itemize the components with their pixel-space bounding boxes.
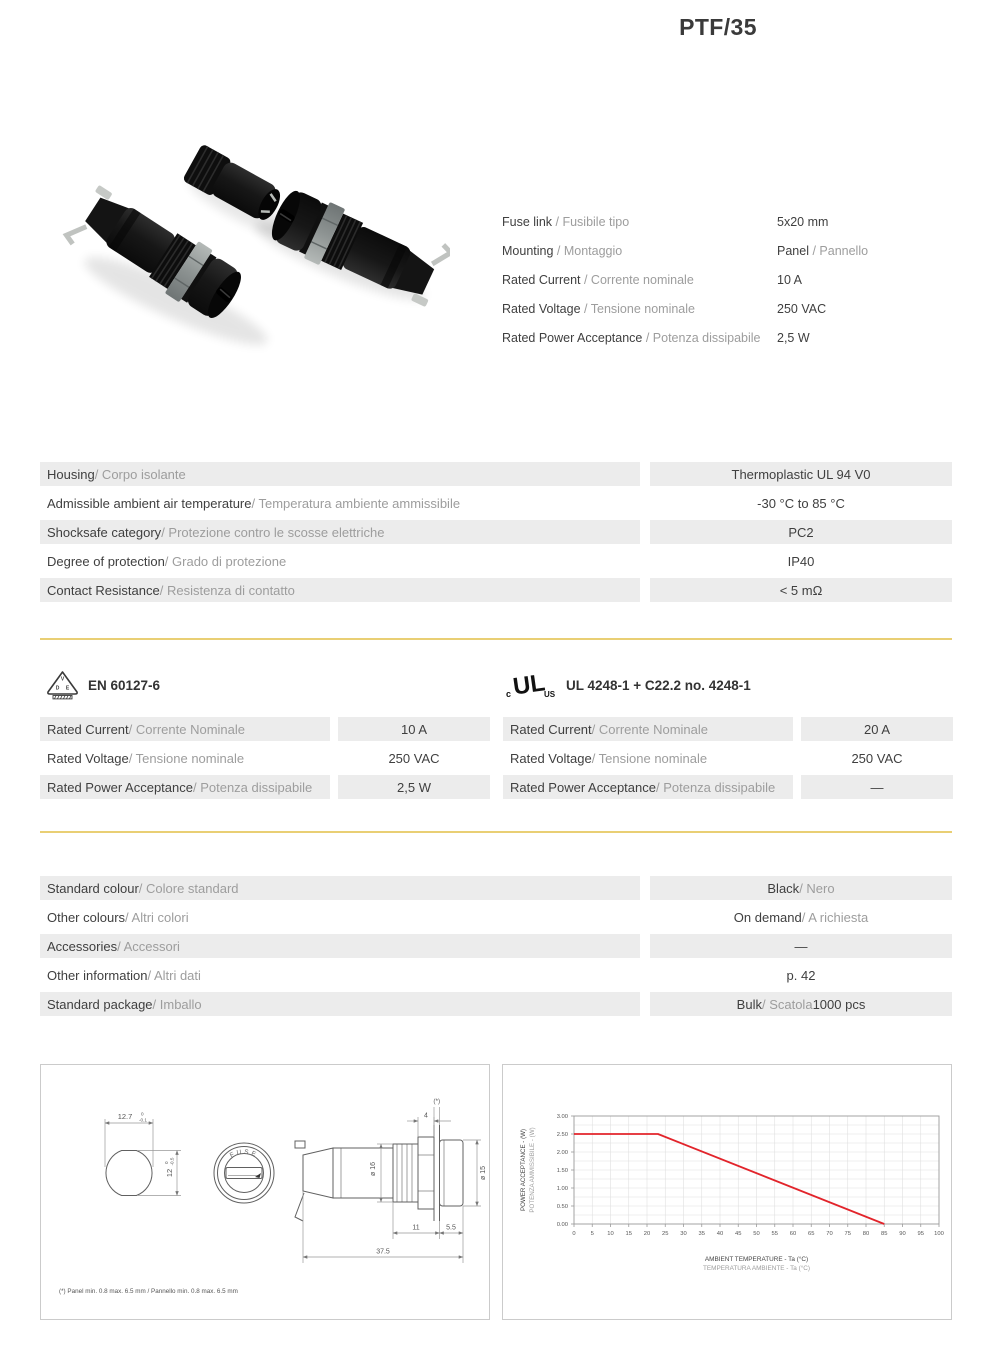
drawing-note <box>59 1288 238 1295</box>
row-label <box>40 992 640 1016</box>
label-it: / Corrente Nominale <box>591 721 708 737</box>
value-it: / Nero <box>799 880 835 896</box>
label-en: Mounting <box>502 243 554 258</box>
label-en: Rated Power Acceptance <box>47 779 193 795</box>
dim-cutout-height-tol-top: 0 <box>164 1161 169 1164</box>
y-tick-label: 1.00 <box>556 1186 568 1192</box>
table-row <box>40 717 490 741</box>
row-value <box>650 520 952 544</box>
spec-list <box>502 207 957 352</box>
label-en: Rated Current <box>47 721 129 737</box>
label-en: Contact Resistance <box>47 582 160 598</box>
dim-cutout-width-tol-top: 0 <box>141 1111 144 1117</box>
row-value <box>338 746 490 770</box>
dim-thread-dia: ø 16 <box>370 1161 377 1177</box>
row-label <box>40 934 640 958</box>
table-row <box>40 520 952 544</box>
vde-triangle-icon <box>46 670 79 700</box>
value-it: / Pannello <box>808 243 869 258</box>
dim-head-length: 5.5 <box>446 1224 456 1232</box>
ordering-info-table <box>40 876 952 1016</box>
value: 10 A <box>777 272 803 287</box>
label-en: Admissible ambient air temperature <box>47 495 252 511</box>
label-en: Other colours <box>47 909 126 925</box>
table-row <box>40 462 952 486</box>
row-label <box>40 963 640 987</box>
cert-section-ul <box>505 668 751 702</box>
page-title: PTF/35 <box>679 14 757 40</box>
spec-row <box>502 294 957 323</box>
x-tick-label: 30 <box>680 1231 687 1237</box>
note-separator: / <box>145 1288 152 1295</box>
value-en: Black <box>767 880 800 896</box>
label-it: / Fusibile tipo <box>552 214 630 229</box>
x-tick-label: 55 <box>771 1231 778 1237</box>
label-en: Rated Current <box>510 721 592 737</box>
value-suffix: 1000 pcs <box>812 996 866 1012</box>
value: < 5 mΩ <box>779 582 823 598</box>
value: PC2 <box>788 524 814 540</box>
x-tick-label: 80 <box>862 1231 870 1237</box>
table-row <box>40 992 952 1016</box>
value-it: / Scatola <box>761 996 813 1012</box>
value: — <box>794 938 808 954</box>
dim-total-length: 37.5 <box>376 1248 390 1256</box>
label-en: Other information <box>47 967 148 983</box>
row-label <box>503 717 793 741</box>
cul-us-icon <box>505 669 557 701</box>
dim-cutout-width: 12.7 <box>117 1112 133 1121</box>
label-en: Rated Power Acceptance <box>510 779 656 795</box>
dim-head-dia: ø 15 <box>480 1165 487 1181</box>
x-tick-label: 70 <box>826 1231 833 1237</box>
label-en: Degree of protection <box>47 553 165 569</box>
svg-text:E: E <box>65 685 70 692</box>
label-it: / Grado di protezione <box>164 553 287 569</box>
table-row <box>40 578 952 602</box>
label-it: / Altri colori <box>125 909 189 925</box>
label-it: / Corrente Nominale <box>128 721 245 737</box>
table-row <box>40 876 952 900</box>
en-ratings-table <box>40 717 490 799</box>
x-tick-label: 20 <box>643 1231 651 1237</box>
row-value <box>650 491 952 515</box>
value: 2,5 W <box>777 330 810 345</box>
value: 2,5 W <box>397 779 431 795</box>
value: 20 A <box>863 721 891 737</box>
row-label <box>40 746 330 770</box>
label-en: Rated Voltage <box>510 750 592 766</box>
cert-standard-label: UL 4248-1 + C22.2 no. 4248-1 <box>566 677 751 693</box>
table-row <box>40 491 952 515</box>
row-value <box>801 717 953 741</box>
label-it: / Potenza dissipabile <box>655 779 776 795</box>
label-en: Accessories <box>47 938 118 954</box>
y-tick-label: 2.50 <box>556 1132 568 1138</box>
spec-label <box>502 273 694 287</box>
row-value <box>650 992 952 1016</box>
table-row <box>503 717 953 741</box>
label-en: Rated Voltage <box>47 750 129 766</box>
svg-text:D: D <box>55 685 60 692</box>
label-it: / Altri dati <box>147 967 201 983</box>
x-axis-title-en: AMBIENT TEMPERATURE - Ta (°C) <box>704 1256 809 1263</box>
value-en: On demand <box>733 909 802 925</box>
label-en: Fuse link <box>502 214 553 229</box>
value: — <box>870 779 884 795</box>
table-row <box>40 775 490 799</box>
row-label <box>40 462 640 486</box>
product-photo <box>58 126 450 370</box>
row-label <box>40 717 330 741</box>
row-label <box>40 775 330 799</box>
svg-text:US: US <box>544 690 556 699</box>
label-it: / Corrente nominale <box>580 272 694 287</box>
row-value <box>650 578 952 602</box>
dim-cutout-height-tol-bot: -0.5 <box>169 1157 175 1166</box>
y-tick-label: 0.50 <box>556 1204 568 1210</box>
spec-value <box>777 273 802 287</box>
row-value <box>338 717 490 741</box>
ul-ratings-table <box>503 717 953 799</box>
y-tick-label: 2.00 <box>556 1150 568 1156</box>
row-value <box>650 462 952 486</box>
drawing-note-en: (*) Panel min. 0.8 max. 6.5 mm <box>59 1288 146 1295</box>
label-it: / Temperatura ambiente ammissibile <box>251 495 461 511</box>
table-row <box>40 905 952 929</box>
label-en: Standard package <box>47 996 153 1012</box>
y-tick-label: 3.00 <box>556 1114 568 1120</box>
row-label <box>40 876 640 900</box>
label-it: / Tensione nominale <box>128 750 245 766</box>
x-tick-label: 50 <box>753 1231 760 1237</box>
label-it: / Potenza dissipabile <box>642 330 761 345</box>
label-it: / Potenza dissipabile <box>192 779 313 795</box>
table-row <box>40 963 952 987</box>
label-it: / Imballo <box>152 996 202 1012</box>
value: p. 42 <box>786 967 816 983</box>
x-tick-label: 40 <box>716 1231 724 1237</box>
x-tick-label: 60 <box>789 1231 797 1237</box>
y-tick-label: 1.50 <box>556 1168 568 1174</box>
label-it: / Montaggio <box>553 243 623 258</box>
label-it: / Corpo isolante <box>94 466 186 482</box>
x-tick-label: 10 <box>607 1231 614 1237</box>
x-axis-title-it: TEMPERATURA AMBIENTE - Ta (°C) <box>702 1265 811 1272</box>
row-label <box>503 775 793 799</box>
svg-text:V: V <box>60 676 65 683</box>
spec-row <box>502 236 957 265</box>
derating-chart-panel <box>502 1064 952 1320</box>
row-label <box>40 520 640 544</box>
spec-value <box>777 244 868 258</box>
section-divider <box>40 638 952 640</box>
cert-standard-label: EN 60127-6 <box>88 677 161 693</box>
x-tick-label: 15 <box>625 1231 632 1237</box>
x-tick-label: 95 <box>917 1231 924 1237</box>
spec-value <box>777 302 826 316</box>
technical-drawing-panel <box>40 1064 490 1320</box>
x-tick-label: 25 <box>662 1231 669 1237</box>
spec-row <box>502 323 957 352</box>
value-it: / A richiesta <box>801 909 869 925</box>
label-en: Standard colour <box>47 880 139 896</box>
technical-drawing <box>41 1065 489 1319</box>
spec-label <box>502 215 629 229</box>
value-en: Panel <box>777 243 809 258</box>
label-en: Rated Voltage <box>502 301 581 316</box>
row-label <box>40 905 640 929</box>
value-en: Bulk <box>736 996 762 1012</box>
row-label <box>40 549 640 573</box>
spec-value <box>777 331 810 345</box>
table-row <box>40 934 952 958</box>
row-value <box>338 775 490 799</box>
label-en: Housing <box>47 466 95 482</box>
label-it: / Tensione nominale <box>580 301 695 316</box>
value: 250 VAC <box>388 750 440 766</box>
x-tick-label: 35 <box>698 1231 705 1237</box>
label-it: / Colore standard <box>138 880 239 896</box>
cert-section-en <box>46 668 160 702</box>
label-it: / Tensione nominale <box>591 750 708 766</box>
x-tick-label: 65 <box>808 1231 815 1237</box>
y-axis-title-it: POTENZA AMMISSIBILE - (W) <box>529 1127 536 1213</box>
spec-value <box>777 215 828 229</box>
dim-cutout-height: 12 <box>165 1168 174 1178</box>
value: IP40 <box>787 553 815 569</box>
table-row <box>503 746 953 770</box>
value: 10 A <box>400 721 428 737</box>
spec-row <box>502 265 957 294</box>
dim-panel-marker: (*) <box>433 1098 441 1105</box>
spec-label <box>502 331 761 345</box>
label-it: / Resistenza di contatto <box>159 582 295 598</box>
row-value <box>650 549 952 573</box>
table-row <box>40 549 952 573</box>
dim-bush-length: 11 <box>412 1224 420 1232</box>
value: 250 VAC <box>851 750 903 766</box>
derating-chart <box>503 1065 951 1319</box>
table-row <box>503 775 953 799</box>
label-it: / Protezione contro le scosse elettriche <box>161 524 385 540</box>
x-tick-label: 90 <box>899 1231 906 1237</box>
value: Thermoplastic UL 94 V0 <box>731 466 871 482</box>
fuse-holder-right <box>265 176 450 314</box>
cap-fuse-label: FUSE <box>228 1148 260 1160</box>
spec-label <box>502 302 695 316</box>
label-en: Rated Power Acceptance <box>502 330 643 345</box>
x-tick-label: 75 <box>844 1231 851 1237</box>
row-label <box>503 746 793 770</box>
y-axis-title-en: POWER ACCEPTANCE - (W) <box>520 1128 527 1212</box>
row-value <box>650 905 952 929</box>
row-label <box>40 491 640 515</box>
label-it: / Accessori <box>117 938 180 954</box>
table-row <box>40 746 490 770</box>
section-divider <box>40 831 952 833</box>
drawing-note-it: Pannello min. 0.8 max. 6.5 mm <box>151 1288 238 1295</box>
label-en: Rated Current <box>502 272 581 287</box>
row-value <box>801 746 953 770</box>
label-en: Shocksafe category <box>47 524 162 540</box>
row-label <box>40 578 640 602</box>
value: 5x20 mm <box>777 214 829 229</box>
general-characteristics-table <box>40 462 952 602</box>
svg-text:c: c <box>506 689 512 699</box>
spec-row <box>502 207 957 236</box>
x-tick-label: 100 <box>934 1231 944 1237</box>
row-value <box>801 775 953 799</box>
row-value <box>650 963 952 987</box>
dim-nut-thickness: 4 <box>424 1112 428 1120</box>
svg-text:UL: UL <box>511 669 547 701</box>
row-value <box>650 876 952 900</box>
y-tick-label: 0.00 <box>556 1222 568 1228</box>
svg-text:FUSE <box>229 1149 259 1160</box>
x-tick-label: 0 <box>572 1231 576 1237</box>
row-value <box>650 934 952 958</box>
value: 250 VAC <box>777 301 827 316</box>
dim-cutout-width-tol-bot: -0.1 <box>139 1117 147 1123</box>
x-tick-label: 85 <box>881 1231 888 1237</box>
value: -30 °C to 85 °C <box>757 495 845 511</box>
x-tick-label: 45 <box>735 1231 742 1237</box>
x-tick-label: 5 <box>590 1231 594 1237</box>
spec-label <box>502 244 622 258</box>
